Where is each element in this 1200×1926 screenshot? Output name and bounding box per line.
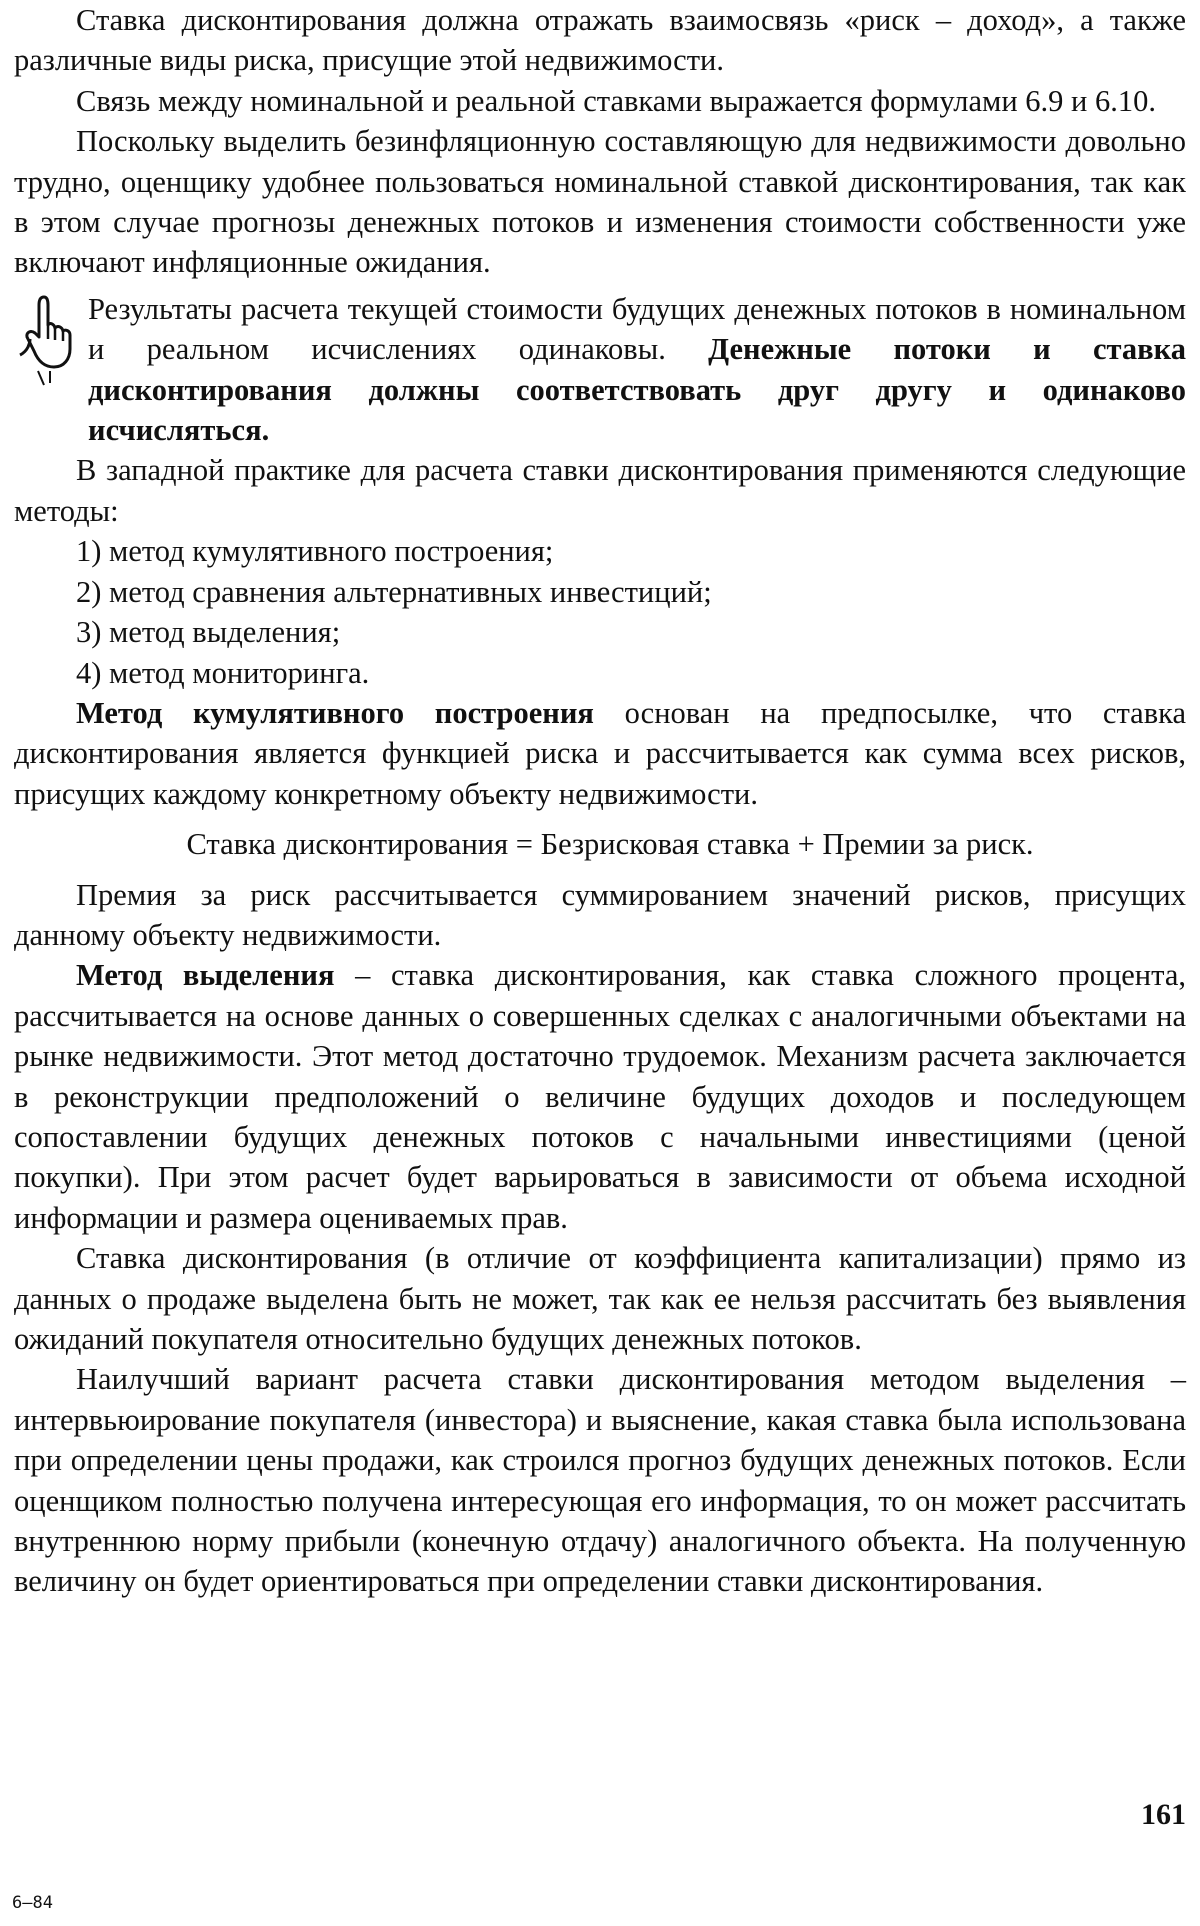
paragraph-sales-data: Ставка дисконтирования (в отличие от коэффициента капитализации) прямо из данных о продаже выделена быть не может, так как ее нельзя рассчитать без выявления ожиданий покупателя относительно будущих денежных потоков.	[14, 1241, 1186, 1356]
note-bold-text: Денежные потоки и ставка дисконтирования должны соответствовать друг другу и одинаково исчисляться.	[88, 332, 1186, 448]
note-normal-text: Результаты расчета текущей стоимости будущих денежных потоков в номинальном и реальном исчислениях одинаковы.	[88, 291, 1186, 367]
note-paragraph	[88, 289, 1186, 451]
paragraph-best-option: Наилучший вариант расчета ставки дисконтирования методом выделения – интервьюирование покупателя (инвестора) и выяснение, какая ставка была использована при определении цены продажи, как строился прогноз будущих денежных потоков. Если оценщиком полностью получена интересующая его информация, то он может рассчитать внутреннюю норму прибыли (конечную отдачу) аналогичного объекта. На полученную величину он будет ориентироваться при определении ставки дисконтирования.	[14, 1362, 1186, 1599]
paragraph-1: Ставка дисконтирования должна отражать взаимосвязь «риск – доход», а также различные виды риска, присущие этой недвижимости.	[14, 3, 1186, 78]
term-extraction: Метод выделения	[76, 958, 335, 993]
paragraph-extraction-text: – ставка дисконтирования, как ставка сложного процента, рассчитывается на основе данных о совершенных сделках с аналогичными объектами на рынке недвижимости. Этот метод достаточно трудоемок. Механизм расчета заключается в реконструкции предположений о величине будущих доходов и последующем сопоставлении будущих денежных потоков с начальными инвестициями (ценой покупки). При этом расчет будет варьироваться в зависимости от объема исходной информации и размера оцениваемых прав.	[14, 958, 1186, 1235]
paragraph-risk-premium: Премия за риск рассчитывается суммированием значений рисков, присущих данному объекту недвижимости.	[14, 877, 1186, 952]
printer-signature: 6—84	[12, 1893, 53, 1913]
note-block	[14, 289, 1186, 451]
method-item: 1) метод кумулятивного построения;	[76, 534, 554, 569]
paragraph-methods-intro: В западной практике для расчета ставки дисконтирования применяются следующие методы:	[14, 453, 1186, 528]
paragraph-cumulative-text: основан на предпосылке, что ставка дисконтирования является функцией риска и рассчитывается как сумма всех рисков, присущих каждому конкретному объекту недвижимости.	[14, 695, 1187, 811]
method-item: 2) метод сравнения альтернативных инвестиций;	[76, 574, 712, 609]
pointing-hand-icon	[14, 293, 78, 389]
paragraph-3: Поскольку выделить безинфляционную составляющую для недвижимости довольно трудно, оценщику удобнее пользоваться номинальной ставкой дисконтирования, так как в этом случае прогнозы денежных потоков и изменения стоимости собственности уже включают инфляционные ожидания.	[14, 124, 1186, 280]
method-item: 3) метод выделения;	[76, 615, 341, 650]
paragraph-extraction	[14, 955, 1186, 1238]
paragraph-2: Связь между номинальной и реальной ставками выражается формулами 6.9 и 6.10.	[76, 83, 1156, 118]
paragraph-cumulative	[14, 693, 1186, 814]
formula: Ставка дисконтирования = Безрисковая ставка + Премии за риск.	[186, 827, 1034, 862]
body-text	[14, 0, 1186, 1602]
term-cumulative: Метод кумулятивного построения	[76, 695, 594, 730]
page-number: 161	[1141, 1798, 1186, 1831]
method-item: 4) метод мониторинга.	[76, 655, 370, 690]
